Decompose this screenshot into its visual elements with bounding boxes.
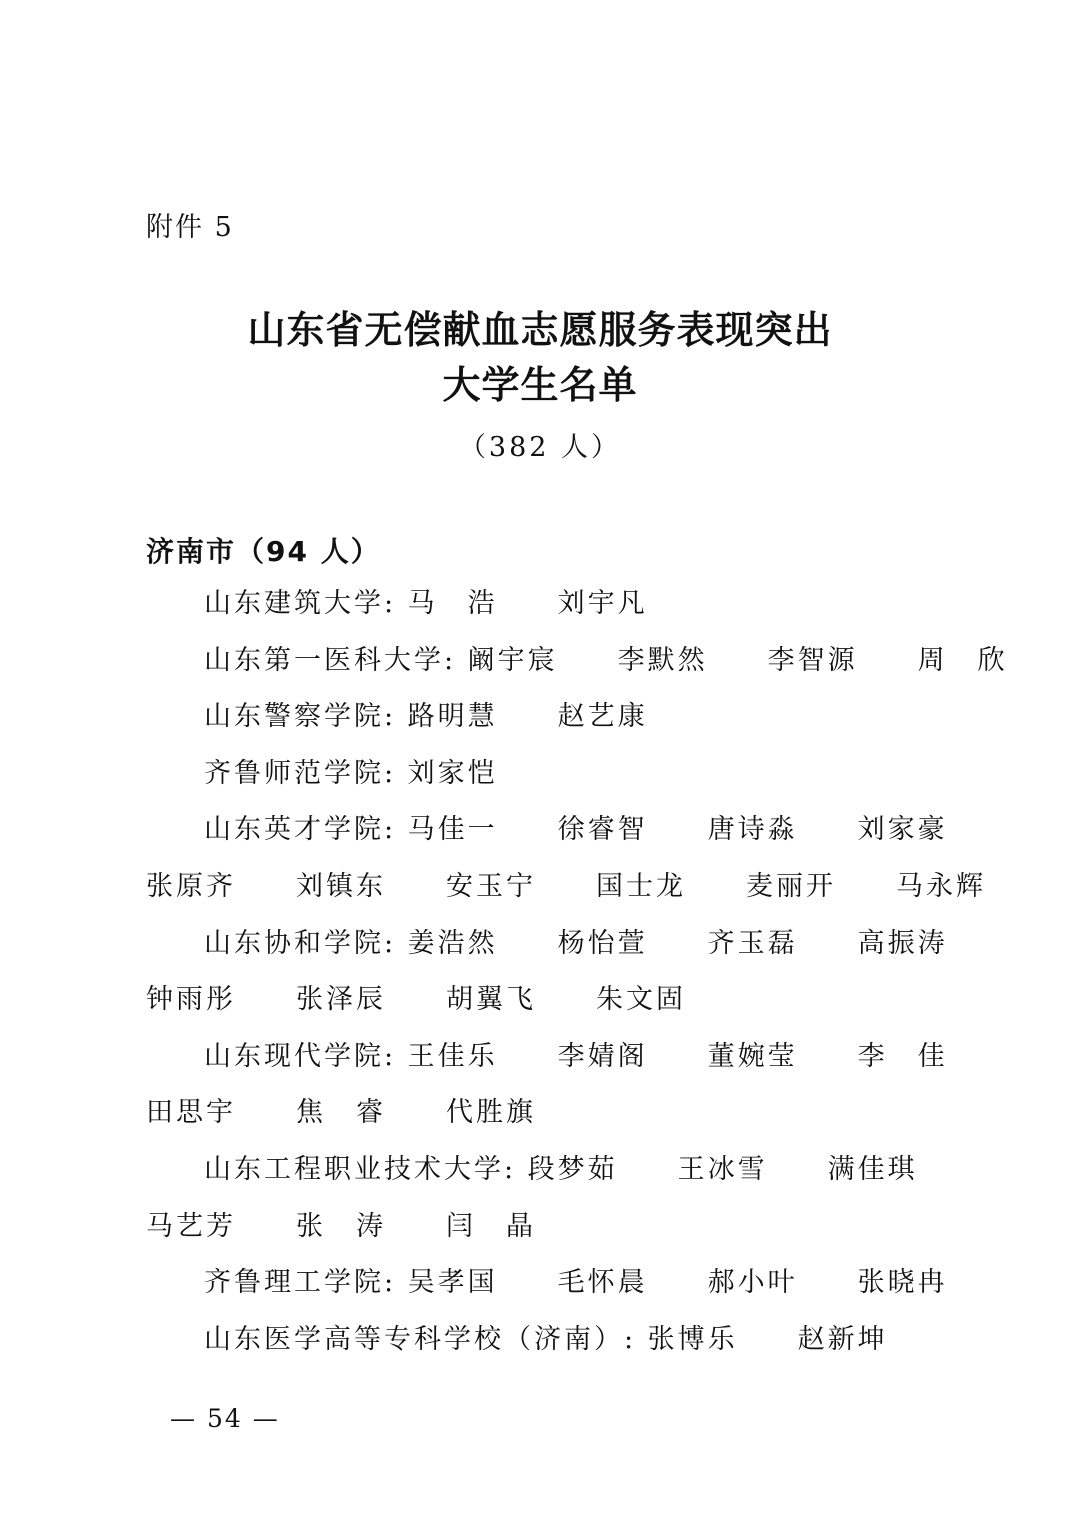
list-line: 钟雨彤 张泽辰 胡翼飞 朱文固 — [146, 984, 686, 1015]
list-line: 山东第一医科大学: 阚宇宸 李默然 李智源 周 欣 — [204, 645, 1008, 676]
list-line: 齐鲁师范学院: 刘家恺 — [204, 758, 498, 789]
list-line: 张原齐 刘镇东 安玉宁 国士龙 麦丽开 马永辉 — [146, 871, 986, 902]
list-line: 山东医学高等专科学校（济南）: 张博乐 赵新坤 — [204, 1324, 888, 1355]
list-line: 山东协和学院: 姜浩然 杨怡萱 齐玉磊 高振涛 — [204, 928, 948, 959]
list-line: 田思宇 焦 睿 代胜旗 — [146, 1097, 536, 1128]
list-line: 山东英才学院: 马佳一 徐睿智 唐诗淼 刘家豪 — [204, 814, 948, 845]
document-title-line-2: 大学生名单 — [442, 363, 638, 407]
attachment-label: 附件 5 — [146, 212, 234, 243]
list-line: 山东工程职业技术大学: 段梦茹 王冰雪 满佳琪 — [204, 1154, 918, 1185]
document-title-line-1: 山东省无偿献血志愿服务表现突出 — [247, 308, 833, 352]
section-heading-jinan: 济南市（94 人） — [146, 535, 381, 568]
list-line: 山东建筑大学: 马 浩 刘宇凡 — [204, 588, 648, 619]
list-line: 山东警察学院: 路明慧 赵艺康 — [204, 701, 648, 732]
page-number: — 54 — — [170, 1404, 280, 1433]
list-line: 齐鲁理工学院: 吴孝国 毛怀晨 郝小叶 张晓冉 — [204, 1267, 948, 1298]
total-count: （382 人） — [458, 432, 622, 463]
list-line: 马艺芳 张 涛 闫 晶 — [146, 1211, 536, 1242]
list-line: 山东现代学院: 王佳乐 李婧阁 董婉莹 李 佳 — [204, 1041, 948, 1072]
